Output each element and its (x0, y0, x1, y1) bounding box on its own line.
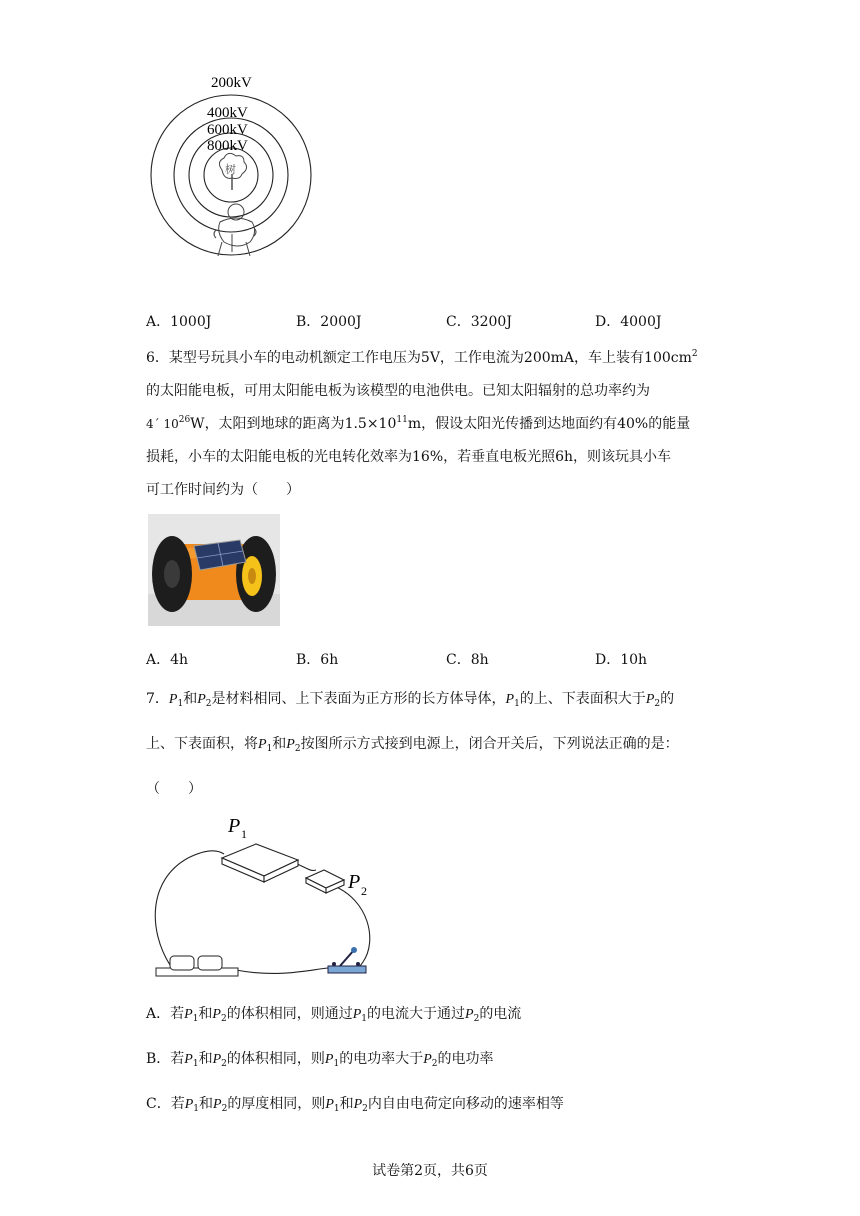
q7-line-3: （ ） (146, 781, 202, 797)
voltage-label-600: 600kV (207, 122, 248, 138)
q6-option-a[interactable]: A．4h (146, 652, 189, 668)
person-icon (214, 204, 256, 256)
q6-option-c[interactable]: C．8h (446, 652, 489, 668)
svg-text:P: P (228, 815, 241, 837)
q5-option-a[interactable]: A．1000J (146, 314, 212, 330)
battery-icon (156, 956, 238, 976)
toy-car-image (148, 514, 280, 626)
svg-text:1: 1 (241, 827, 247, 841)
voltage-label-400: 400kV (207, 105, 248, 121)
q5-option-d[interactable]: D．4000J (595, 314, 662, 330)
svg-text:2: 2 (361, 884, 367, 898)
page-footer: 试卷第2页，共6页 (372, 1163, 488, 1179)
svg-text:树: 树 (225, 164, 236, 176)
q6-line-1: 6．某型号玩具小车的电动机额定工作电压为5V，工作电流为200mA，车上装有$100cm^2$ (146, 349, 698, 366)
q7-option-a[interactable]: A．若$P_1$和$P_2$的体积相同，则通过$P_1$的电流大于通过$P_2$的电流 (146, 1006, 522, 1024)
voltage-label-200: 200kV (211, 75, 252, 91)
equipotential-figure (140, 62, 330, 262)
q7-option-b[interactable]: B．若$P_1$和$P_2$的体积相同，则$P_1$的电功率大于$P_2$的电功率 (146, 1051, 494, 1069)
voltage-label-800: 800kV (207, 138, 248, 154)
q6-option-b[interactable]: B．6h (296, 652, 339, 668)
q5-option-c[interactable]: C．3200J (446, 314, 512, 330)
q6-line-3: 4´ $10^{26}W$，太阳到地球的距离为$1.5\times 10^{11}m$，假设太阳光传播到达地面约有40%的能量 (146, 415, 691, 432)
q7-line-1: 7．$P_1$和$P_2$是材料相同、上下表面为正方形的长方体导体，$P_1$的上、下表面积大于$P_2$的 (146, 691, 675, 709)
q6-line-4: 损耗，小车的太阳能电板的光电转化效率为16%，若垂直电板光照6h，则该玩具小车 (146, 449, 672, 465)
circuit-figure (148, 810, 388, 985)
switch-icon (328, 947, 366, 973)
q5-option-b[interactable]: B．2000J (296, 314, 362, 330)
svg-text:P: P (348, 871, 361, 893)
q6-line-2: 的太阳能电板，可用太阳能电板为该模型的电池供电。已知太阳辐射的总功率约为 (146, 383, 650, 399)
q7-option-c[interactable]: C．若$P_1$和$P_2$的厚度相同，则$P_1$和$P_2$内自由电荷定向移动的速率相等 (146, 1096, 564, 1114)
q6-line-5: 可工作时间约为（ ） (146, 482, 300, 498)
q6-option-d[interactable]: D．10h (595, 652, 648, 668)
tree-icon (219, 153, 246, 190)
q7-line-2: 上、下表面积，将$P_1$和$P_2$按图所示方式接到电源上，闭合开关后，下列说法正确的是： (146, 736, 679, 754)
